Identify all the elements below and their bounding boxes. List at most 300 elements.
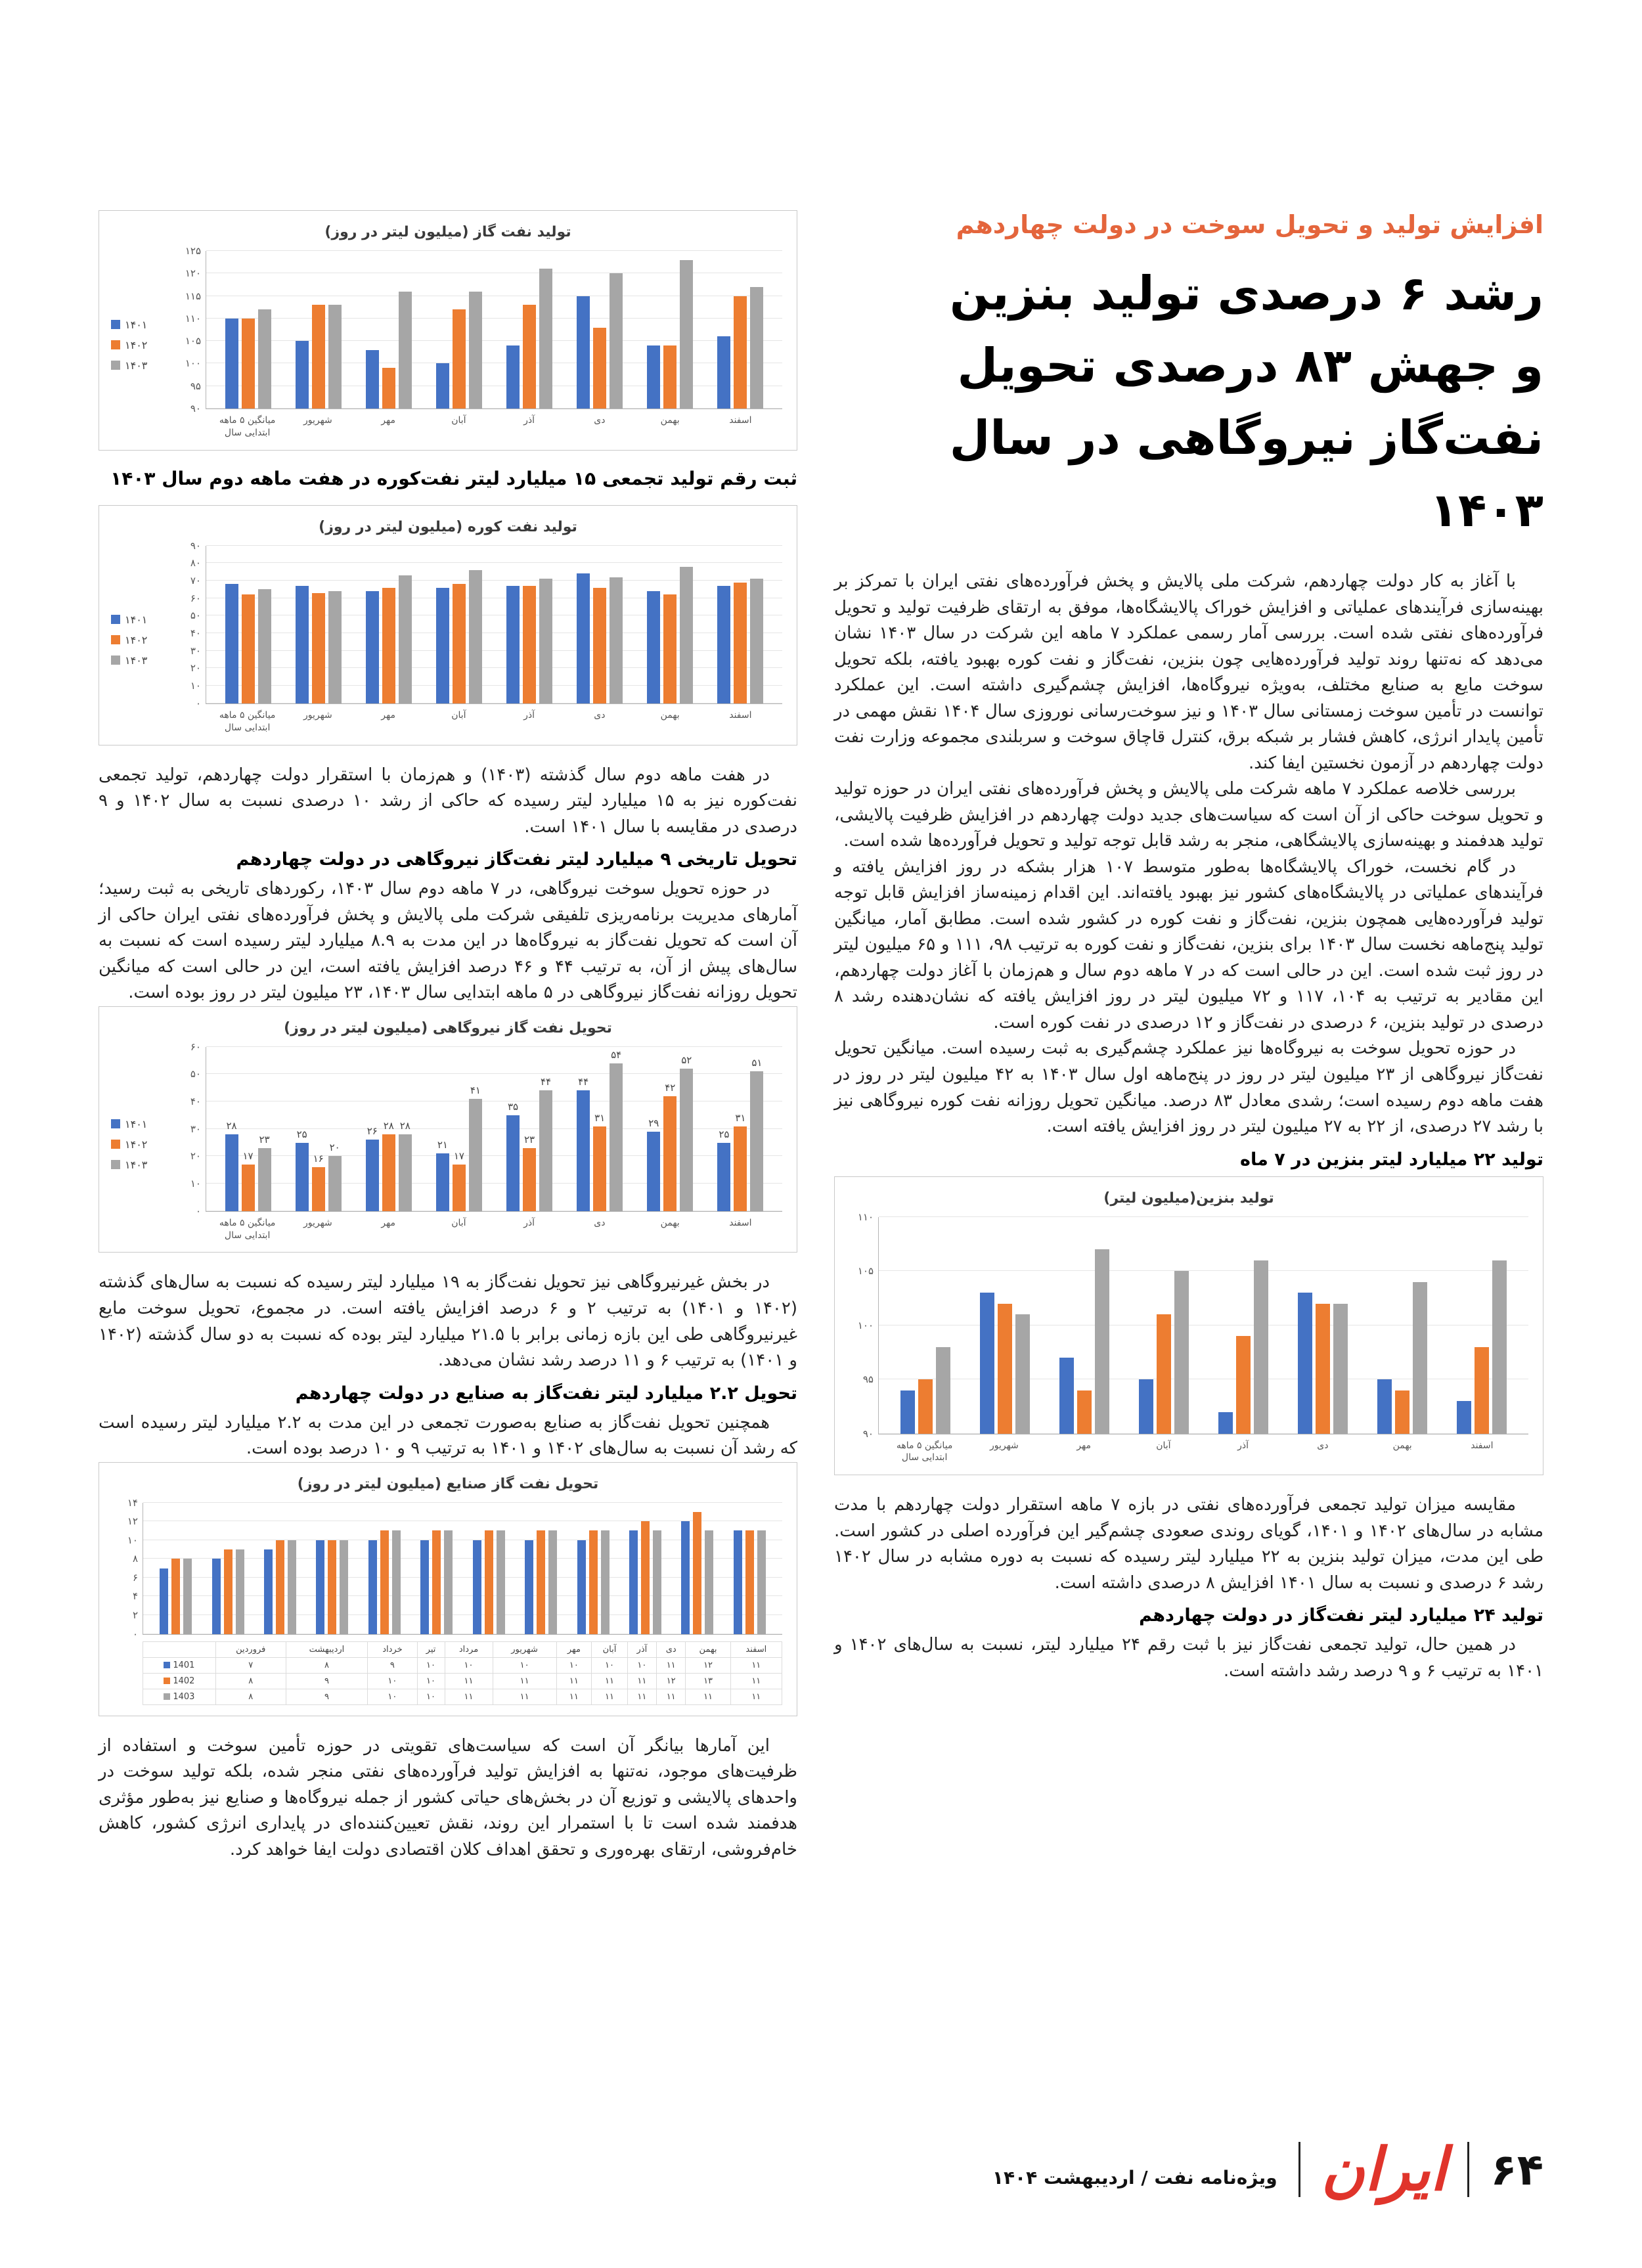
bar-wrap: [1015, 1217, 1030, 1434]
bar-wrap: [224, 1503, 233, 1634]
bar-group: [495, 251, 565, 409]
y-tick-label: ۶۰: [190, 592, 201, 604]
chart-fueloil-production: [99, 505, 797, 745]
bar-wrap: [340, 1503, 348, 1634]
bar-wrap: [225, 251, 238, 409]
bar: [258, 309, 271, 409]
legend-item: [111, 613, 169, 626]
y-tick-label: ۵۰: [190, 610, 201, 622]
bar-value-label: ۲۸: [399, 1120, 411, 1132]
bar-value-label: ۲۵: [719, 1128, 730, 1140]
table-month-header: اسفند: [730, 1641, 782, 1657]
bar: [296, 1143, 309, 1211]
paragraph: در حوزه تحویل سوخت نیروگاهی، در ۷ ماهه دوم سال ۱۴۰۳، رکوردهای تاریخی به ثبت رسید؛ آمارهای مدیریت برنامه‌ریزی تلفیقی شرکت ملی پالایش و پخش فرآورده‌های نفتی ایران حاکی از آن است که تحویل نفت‌گاز به نیروگاه‌ها در این مدت به ۸.۹ میلیارد لیتر رسیده است که نسبت به سال‌های پیش از آن، به ترتیب ۴۴ و ۴۶ درصد افزایش یافته است، این در حالی است که میانگین تحویل روزانه نفت‌گاز نیروگاهی در ۵ ماهه ابتدایی سال ۱۴۰۳، ۲۳ میلیون لیتر در روز بوده است.: [99, 879, 797, 1003]
bar: [469, 1099, 482, 1211]
x-tick-label: مهر: [381, 1217, 395, 1228]
bar-group: [283, 546, 353, 703]
bar-wrap: [380, 1503, 389, 1634]
x-tick-label: بهمن: [660, 709, 680, 721]
bar-wrap: [399, 546, 412, 703]
bar-wrap: [296, 1047, 309, 1211]
bar: [368, 1540, 377, 1634]
paragraph: در حوزه تحویل سوخت به نیروگاه‌ها نیز عملکرد چشم‌گیری به ثبت رسیده است. میانگین تحویل نفت‌گاز نیروگاهی از ۲۳ میلیون لیتر در روز در پنج‌ماهه اول سال ۱۴۰۳ به ۴۲ میلیون لیتر در روز در هفت ماهه دوم رسیده است؛ رشدی معادل ۸۳ درصد. میانگین تحویل روزانه نفت کوره نیروگاهی نیز با رشد ۲۷ درصدی، از ۲۲ به ۲۷ میلیون لیتر در روز افزایش یافته است.: [834, 1038, 1543, 1137]
bar-wrap: [1059, 1217, 1074, 1434]
fueloil-paragraphs: [99, 763, 797, 841]
bar: [224, 1549, 233, 1634]
bar-wrap: [258, 546, 271, 703]
bar-value-label: ۴۴: [541, 1076, 552, 1088]
bar-wrap: [312, 546, 325, 703]
bar: [316, 1540, 324, 1634]
chart-plot-area: [171, 245, 788, 439]
chart-body: [108, 1040, 788, 1242]
bar-wrap: [734, 251, 747, 409]
bar: [276, 1540, 284, 1634]
bar: [734, 1126, 747, 1211]
legend-swatch: [164, 1662, 170, 1668]
paragraph: مقایسه میزان تولید تجمعی فرآورده‌های نفتی در بازه ۷ ماهه استقرار دولت چهاردهم با مدت مشابه در سال‌های ۱۴۰۲ و ۱۴۰۱، گویای روندی صعودی چشم‌گیر این فرآورده اصلی در کشور است. طی این مدت، میزان تولید بنزین به ۲۲ میلیارد لیتر رسیده که نسبت به دوره مشابه در سال ۱۴۰۲ رشد ۶ درصدی و نسبت به سال ۱۴۰۱ افزایش ۸ درصدی داشته است.: [834, 1495, 1544, 1593]
y-tick-label: ۱۲۰: [185, 267, 201, 280]
paragraph: این آمارها بیانگر آن است که سیاست‌های تقویتی در حوزه تأمین سوخت و استفاده از ظرفیت‌های موجود، نه‌تنها به افزایش تولید فرآورده‌های نفتی منجر شده، بلکه تولید سوخت در واحدهای پالایشی و توزیع آن در بخش‌های حیاتی کشور از جمله نیروگاه‌ها و صنایع نیز به‌طور مؤثری هدفمند شده است تا با استمرار این روند، نقش تعیین‌کننده‌ای در پایداری انرژی کشور، کاهش خام‌فروشی، ارتقای بهره‌وری و تحقق اهداف کلان اقتصادی دولت ایفا خواهد کرد.: [99, 1735, 797, 1859]
bar: [593, 1126, 606, 1211]
chart-body: [844, 1211, 1534, 1465]
page-content: [99, 210, 1543, 1863]
table-cell: ۱۱: [730, 1657, 782, 1673]
table-cell: ۱۱: [445, 1689, 493, 1704]
bar: [453, 309, 466, 409]
bar-wrap: [469, 546, 482, 703]
bar-wrap: [368, 1503, 377, 1634]
bar: [453, 1165, 466, 1211]
bar-wrap: [936, 1217, 950, 1434]
bar-wrap: [453, 546, 466, 703]
edition-label: ویژه‌نامه نفت / اردیبهشت ۱۴۰۴: [992, 2167, 1277, 2189]
bar: [734, 296, 747, 409]
bar-wrap: [1139, 1217, 1153, 1434]
footer-divider: [1467, 2142, 1469, 2197]
chart-title: تحویل نفت گاز صنایع (میلیون لیتر در روز): [297, 1475, 599, 1492]
chart-body: [108, 245, 788, 439]
bar-wrap: [382, 251, 395, 409]
table-cell: ۱۱: [656, 1657, 686, 1673]
bar-wrap: [288, 1503, 296, 1634]
bar: [1059, 1358, 1074, 1434]
chart-industry-gasoil-delivery: [99, 1462, 797, 1716]
bar-wrap: [647, 546, 660, 703]
bar-wrap: [1395, 1217, 1409, 1434]
bar: [432, 1530, 441, 1634]
y-tick-label: ۳۰: [190, 644, 201, 657]
y-tick-label: ۶۰: [190, 1040, 201, 1053]
bar: [750, 579, 763, 703]
bar: [734, 1530, 742, 1634]
bar: [399, 575, 412, 703]
bar: [242, 319, 255, 409]
table-month-header: تیر: [417, 1641, 445, 1657]
bar: [693, 1512, 701, 1634]
bar-wrap: [539, 251, 552, 409]
plot: [127, 1496, 782, 1640]
bar: [399, 1134, 412, 1211]
bar-wrap: [392, 1503, 401, 1634]
y-tick-label: ۶: [132, 1571, 138, 1584]
y-tick-label: ۱۰: [127, 1534, 138, 1546]
bar-wrap: [1377, 1217, 1392, 1434]
bar-wrap: [577, 1503, 586, 1634]
bar-wrap: [366, 251, 379, 409]
legend-label: ۱۴۰۱: [125, 1117, 148, 1130]
legend-swatch: [164, 1693, 170, 1700]
table-month-header: آبان: [592, 1641, 628, 1657]
legend-label: ۱۴۰۱: [125, 613, 148, 626]
bar-group: [424, 1047, 494, 1211]
industry-paragraphs: [99, 1410, 797, 1462]
powerplant-paragraphs: [99, 876, 797, 1006]
bar: [1236, 1336, 1251, 1434]
bar-wrap: [366, 1047, 379, 1211]
bar-wrap: [577, 251, 590, 409]
legend-swatch: [111, 1160, 120, 1169]
bar: [681, 1521, 690, 1634]
legend-item: [111, 654, 169, 667]
bar-group: [213, 251, 283, 409]
bar-group: [306, 1503, 358, 1634]
bar-wrap: [312, 1047, 325, 1211]
y-tick-label: ۰: [132, 1628, 138, 1640]
x-tick-label: بهمن: [660, 1217, 680, 1228]
bar: [577, 1540, 586, 1634]
bar: [328, 305, 342, 409]
bar-wrap: [1333, 1217, 1348, 1434]
bar: [382, 588, 395, 703]
bar: [258, 589, 271, 703]
bar-wrap: [242, 1047, 255, 1211]
bar-wrap: [601, 1503, 610, 1634]
bar: [577, 573, 590, 703]
x-tick-label: شهریور: [303, 415, 332, 426]
chart-benzin-production: [834, 1176, 1543, 1476]
bar: [469, 292, 482, 409]
bar-wrap: [693, 1503, 701, 1634]
bar-wrap: [523, 1047, 536, 1211]
x-tick-label: بهمن: [660, 415, 680, 426]
table-cell: ۱۱: [656, 1689, 686, 1704]
y-tick-label: ۱۲: [127, 1515, 138, 1528]
bar-wrap: [506, 251, 520, 409]
chart-title: تولید نفت کوره (میلیون لیتر در روز): [319, 518, 577, 535]
bar-wrap: [444, 1503, 453, 1634]
bar-wrap: [745, 1503, 754, 1634]
bar-wrap: [647, 251, 660, 409]
bar-wrap: [717, 1047, 730, 1211]
nonpowerplant-paragraphs: [99, 1270, 797, 1373]
bar-group: [635, 1047, 705, 1211]
bar: [236, 1549, 244, 1634]
headline-line: رشد ۶ درصدی تولید بنزین: [949, 266, 1543, 321]
bar: [1077, 1390, 1092, 1434]
table-cell: ۱۱: [730, 1673, 782, 1689]
bar-wrap: [653, 1503, 661, 1634]
page-footer: [99, 2135, 1543, 2204]
bar-group: [1044, 1217, 1124, 1434]
bar-group: [885, 1217, 965, 1434]
bar: [328, 591, 342, 703]
x-tick-label: آذر: [523, 1217, 535, 1228]
headline-line: نفت‌گاز نیروگاهی در سال ۱۴۰۳: [949, 411, 1543, 538]
bar: [469, 570, 482, 703]
bar-wrap: [485, 1503, 493, 1634]
bar: [577, 1090, 590, 1211]
bar: [366, 591, 379, 703]
x-tick-label: شهریور: [303, 1217, 332, 1228]
bar: [382, 1134, 395, 1211]
table-cell: ۱۱: [445, 1673, 493, 1689]
x-tick-label: دی: [594, 415, 606, 426]
bar-group: [213, 1047, 283, 1211]
table-cell: ۱۰: [417, 1689, 445, 1704]
bar: [1457, 1401, 1471, 1434]
bar: [539, 1090, 552, 1211]
table-month-header: فروردین: [215, 1641, 286, 1657]
y-tick-label: ۱۱۰: [857, 1211, 874, 1223]
bar: [610, 1063, 623, 1211]
table-cell: ۱۲: [686, 1657, 730, 1673]
bar: [312, 593, 325, 703]
paragraph: همچنین تحویل نفت‌گاز به صنایع به‌صورت تجمعی در این مدت به ۲.۲ میلیارد لیتر رسیده است که رشد آن نسبت به سال‌های ۱۴۰۲ و ۱۴۰۱ به ترتیب ۹ و ۱۰ درصد بوده است.: [99, 1412, 797, 1459]
table-month-header: مرداد: [445, 1641, 493, 1657]
x-axis-labels: [878, 1434, 1528, 1465]
bar-wrap: [171, 1503, 180, 1634]
bar: [641, 1521, 650, 1634]
chart-gasoil-production: [99, 210, 797, 451]
legend-label: ۱۴۰۲: [125, 338, 148, 351]
newspaper-logo: ایران: [1321, 2135, 1447, 2204]
bar-value-label: ۲۰: [329, 1142, 340, 1154]
bar-value-label: ۲۳: [524, 1133, 535, 1145]
y-tick-label: ۰: [195, 1205, 201, 1217]
bar: [1139, 1379, 1153, 1434]
table-month-header: مهر: [556, 1641, 591, 1657]
paragraph: در همین حال، تولید تجمعی نفت‌گاز نیز با ثبت رقم ۲۴ میلیارد لیتر، نسبت به سال‌های ۱۴۰۲ و ۱۴۰۱ به ترتیب ۶ و ۹ درصد رشد داشته است.: [834, 1635, 1543, 1681]
bar-wrap: [900, 1217, 915, 1434]
table-month-header: آذر: [627, 1641, 656, 1657]
table-cell: ۹: [286, 1673, 368, 1689]
bar-wrap: [525, 1503, 533, 1634]
bar: [212, 1559, 221, 1634]
y-tick-label: ۱۴: [127, 1496, 138, 1509]
bar-group: [1124, 1217, 1203, 1434]
y-tick-label: ۵۰: [190, 1068, 201, 1080]
bar: [366, 1140, 379, 1211]
bar: [647, 591, 660, 703]
x-tick-label: دی: [594, 1217, 606, 1228]
bar: [757, 1530, 766, 1634]
legend-swatch: [111, 1119, 120, 1128]
bar-wrap: [1236, 1217, 1251, 1434]
legend-label: ۱۴۰۳: [125, 1158, 148, 1171]
bar-group: [495, 1047, 565, 1211]
chart-legend: [108, 1047, 171, 1242]
bar-group: [353, 546, 424, 703]
bar: [382, 368, 395, 409]
x-tick-label: آبان: [451, 1217, 466, 1228]
bar-value-label: ۴۱: [470, 1084, 481, 1096]
bar-groups: [143, 1503, 782, 1634]
bar-value-label: ۲۸: [383, 1120, 394, 1132]
y-tick-label: ۱۱۵: [185, 290, 201, 302]
bar: [523, 1148, 536, 1211]
bar-wrap: [629, 1503, 638, 1634]
table-cell: ۱۱: [493, 1673, 556, 1689]
chart-data-table: [143, 1641, 782, 1705]
bar: [593, 588, 606, 703]
bar-wrap: [680, 1047, 693, 1211]
bar-group: [635, 251, 705, 409]
bar-wrap: [242, 546, 255, 703]
bar-wrap: [610, 251, 623, 409]
legend-swatch: [164, 1678, 170, 1684]
y-tick-label: ۴۰: [190, 627, 201, 640]
table-cell: ۱۲: [656, 1673, 686, 1689]
bar-wrap: [436, 1047, 449, 1211]
legend-swatch: [111, 635, 120, 644]
bar-group: [705, 1047, 776, 1211]
bar-wrap: [523, 251, 536, 409]
plot: [190, 539, 782, 709]
bar-value-label: ۵۴: [611, 1048, 622, 1061]
legend-item: [111, 319, 169, 331]
bar-group: [213, 546, 283, 703]
bar: [717, 586, 730, 703]
paragraph: بررسی خلاصه عملکرد ۷ ماهه شرکت ملی پالایش و پخش فرآورده‌های نفتی ایران در حوزه تولید و تحویل سوخت حاکی از آن است که سیاست‌های جدید دولت چهاردهم در افزایش ظرفیت پالایشی، تولید هدفمند و بهینه‌سازی پالایشگاهی، منجر به رشد قابل توجه تولید و تحویل فرآورده‌ها شده است.: [834, 779, 1543, 851]
bar: [539, 579, 552, 703]
bar-wrap: [1077, 1217, 1092, 1434]
bar: [340, 1540, 348, 1634]
table-cell: ۱۱: [686, 1689, 730, 1704]
bar: [392, 1530, 401, 1634]
x-axis-labels: [206, 704, 782, 734]
legend-swatch: [111, 656, 120, 665]
bar-group: [1283, 1217, 1363, 1434]
bar-group: [965, 1217, 1044, 1434]
x-tick-label: شهریور: [303, 709, 332, 721]
table-series-header: 1402: [143, 1673, 216, 1689]
bar-wrap: [663, 251, 677, 409]
bar-group: [495, 546, 565, 703]
y-tick-label: ۲۰: [190, 662, 201, 675]
bar-wrap: [276, 1503, 284, 1634]
bar-wrap: [258, 1047, 271, 1211]
bar-wrap: [680, 251, 693, 409]
bar-value-label: ۴۲: [665, 1081, 676, 1094]
bar-wrap: [1218, 1217, 1233, 1434]
x-tick-label: آبان: [451, 415, 466, 426]
bar-wrap: [160, 1503, 168, 1634]
bar: [225, 1134, 238, 1211]
bar-wrap: [473, 1503, 481, 1634]
bar-wrap: [316, 1503, 324, 1634]
bar-wrap: [593, 1047, 606, 1211]
y-tick-label: ۳۰: [190, 1123, 201, 1135]
table-cell: ۱۰: [592, 1657, 628, 1673]
bar-wrap: [469, 1047, 482, 1211]
bar: [506, 1115, 520, 1211]
bar-value-label: ۲۹: [648, 1117, 659, 1129]
bar-wrap: [750, 546, 763, 703]
bar: [734, 583, 747, 703]
plot: [190, 1040, 782, 1217]
table-cell: ۱۰: [445, 1657, 493, 1673]
x-tick-label: اسفند: [729, 1217, 752, 1228]
bar: [680, 1069, 693, 1211]
bar-wrap: [918, 1217, 933, 1434]
chart-body: [108, 539, 788, 734]
legend-label: ۱۴۰۳: [125, 654, 148, 667]
bar-value-label: ۵۱: [751, 1057, 763, 1069]
x-tick-label: اسفند: [729, 415, 752, 426]
bar-wrap: [539, 546, 552, 703]
table-cell: ۸: [215, 1689, 286, 1704]
x-tick-label: بهمن: [1392, 1440, 1412, 1451]
chart-plot-area: [108, 1496, 788, 1705]
table-month-header: شهریور: [493, 1641, 556, 1657]
bar-group: [705, 251, 776, 409]
bar: [171, 1559, 180, 1634]
bar-wrap: [436, 546, 449, 703]
bar: [485, 1530, 493, 1634]
bar: [680, 260, 693, 409]
bar: [601, 1530, 610, 1634]
bar-group: [353, 1047, 424, 1211]
legend-swatch: [111, 361, 120, 370]
bar-wrap: [212, 1503, 221, 1634]
y-tick-label: ۹۵: [190, 380, 201, 392]
bar: [1316, 1304, 1330, 1434]
paragraph: در هفت ماهه دوم سال گذشته (۱۴۰۳) و هم‌زمان با استقرار دولت چهاردهم، تولید تجمعی نفت‌کوره نیز به ۱۵ میلیارد لیتر رسیده که حاکی از رشد ۱۰ درصدی نسبت به سال ۱۴۰۲ و ۹ درصدی در مقایسه با سال ۱۴۰۱ است.: [99, 765, 797, 837]
bar-wrap: [225, 1047, 238, 1211]
bar-wrap: [420, 1503, 429, 1634]
table-cell: ۹: [368, 1657, 417, 1673]
bar-wrap: [328, 251, 342, 409]
subhead-powerplant-delivery: تحویل تاریخی ۹ میلیارد لیتر نفت‌گاز نیروگاهی در دولت چهاردهم: [236, 849, 797, 870]
legend-label: ۱۴۰۳: [125, 359, 148, 372]
table-cell: ۸: [286, 1657, 368, 1673]
bar-wrap: [734, 1503, 742, 1634]
bar: [312, 1167, 325, 1211]
bar: [1095, 1249, 1109, 1434]
bar-value-label: ۴۴: [578, 1076, 589, 1088]
table-series-header: 1403: [143, 1689, 216, 1704]
bar: [436, 588, 449, 703]
x-tick-label: مهر: [381, 709, 395, 721]
legend-label: ۱۴۰۱: [125, 318, 148, 331]
bar: [523, 305, 536, 409]
bar-group: [202, 1503, 254, 1634]
bar: [900, 1390, 915, 1434]
x-tick-label: میانگین ۵ ماهه ابتدایی سال: [219, 1217, 276, 1241]
x-tick-label: آذر: [523, 709, 535, 721]
benzin-paragraphs: [834, 1492, 1543, 1596]
table-cell: ۱۰: [493, 1657, 556, 1673]
bar-groups: [206, 546, 782, 703]
y-tick-label: ۴۰: [190, 1096, 201, 1108]
legend-item: [111, 359, 169, 372]
bar: [537, 1530, 545, 1634]
x-tick-label: آذر: [1237, 1440, 1249, 1451]
x-tick-label: دی: [1317, 1440, 1329, 1451]
bar: [539, 269, 552, 409]
bar: [242, 1165, 255, 1211]
